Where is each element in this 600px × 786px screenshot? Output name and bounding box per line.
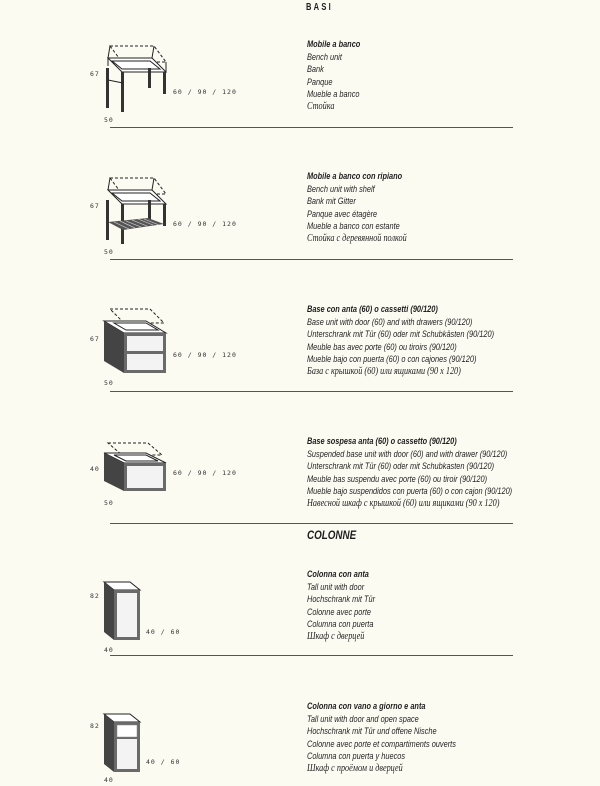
width-dimension: 60 / 90 / 120 xyxy=(173,469,237,477)
name-fr: Meuble bas suspendu avec porte (60) ou tiroir (90/120) xyxy=(307,473,488,484)
depth-dimension: 50 xyxy=(104,379,114,387)
name-es: Columna con puerta y huecos xyxy=(307,751,406,762)
width-dimension: 60 / 90 / 120 xyxy=(173,88,237,96)
height-dimension: 82 xyxy=(90,722,100,730)
height-dimension: 67 xyxy=(90,202,100,210)
width-dimension: 60 / 90 / 120 xyxy=(173,220,237,228)
depth-dimension: 40 xyxy=(104,776,114,784)
name-en: Tall unit with door xyxy=(307,581,365,592)
name-ru: Навесной шкаф с крышкой (60) или ящиками (90 x 120) xyxy=(307,497,500,509)
name-it: Base sospesa anta (60) o cassetto (90/120) xyxy=(307,436,457,446)
description-block xyxy=(307,700,537,776)
name-en: Suspended base unit with door (60) and with drawer (90/120) xyxy=(307,448,508,459)
name-de: Unterschrank mit Tür (60) oder mit Schubkästen (90/120) xyxy=(307,329,495,340)
name-fr: Colonne avec porte et compartiments ouverts xyxy=(307,738,456,749)
name-fr: Panque xyxy=(307,76,333,87)
name-es: Columna con puerta xyxy=(307,619,374,630)
name-es: Mueble bajo con puerta (60) o con cajones (90/120) xyxy=(307,354,477,365)
section-title-basi: BASI xyxy=(306,2,333,13)
divider xyxy=(110,127,513,128)
name-it: Mobile a banco con ripiano xyxy=(307,171,403,181)
name-es: Mueble a banco xyxy=(307,89,360,100)
depth-dimension: 40 xyxy=(104,646,114,654)
name-ru: Шкаф с дверцей xyxy=(307,630,365,642)
name-ru: База с крышкой (60) или ящиками (90 x 120) xyxy=(307,365,461,377)
name-it: Colonna con anta xyxy=(307,569,369,579)
name-de: Hochschrank mit Tür xyxy=(307,594,376,605)
bench-unit-with-shelf-drawing xyxy=(86,170,182,255)
name-en: Bench unit with shelf xyxy=(307,183,375,194)
width-dimension: 40 / 60 xyxy=(146,628,181,636)
description-block xyxy=(307,170,537,246)
name-de: Unterschrank mit Tür (60) oder mit Schubkasten (90/120) xyxy=(307,461,495,472)
suspended-base-unit-drawing xyxy=(86,435,182,500)
height-dimension: 67 xyxy=(90,70,100,78)
width-dimension: 40 / 60 xyxy=(146,758,181,766)
description-block xyxy=(307,435,537,511)
bench-unit-drawing xyxy=(86,38,182,123)
tall-unit-open-space-drawing xyxy=(86,700,156,780)
name-es: Mueble bajo suspendidos con puerta (60) o con cajon (90/120) xyxy=(307,486,513,497)
divider xyxy=(110,259,513,260)
tall-unit-drawing xyxy=(86,568,156,648)
name-es: Mueble a banco con estante xyxy=(307,221,400,232)
divider xyxy=(110,391,513,392)
name-it: Base con anta (60) o cassetti (90/120) xyxy=(307,304,438,314)
name-en: Tall unit with door and open space xyxy=(307,713,419,724)
name-fr: Panque avec étagère xyxy=(307,208,378,219)
divider xyxy=(110,655,513,656)
width-dimension: 60 / 90 / 120 xyxy=(173,351,237,359)
height-dimension: 82 xyxy=(90,592,100,600)
name-fr: Colonne avec porte xyxy=(307,606,372,617)
height-dimension: 40 xyxy=(90,465,100,473)
depth-dimension: 50 xyxy=(104,248,114,256)
name-ru: Шкаф с проёмом и дверцей xyxy=(307,762,403,774)
description-block xyxy=(307,303,537,379)
name-de: Bank xyxy=(307,64,324,75)
name-en: Bench unit xyxy=(307,51,342,62)
divider xyxy=(110,523,513,524)
name-de: Bank mit Gitter xyxy=(307,196,356,207)
name-fr: Meuble bas avec porte (60) ou tiroirs (90/120) xyxy=(307,341,457,352)
depth-dimension: 50 xyxy=(104,116,114,124)
name-ru: Стойка xyxy=(307,100,335,112)
depth-dimension: 50 xyxy=(104,499,114,507)
name-ru: Стойка с деревянной полкой xyxy=(307,232,407,244)
name-it: Colonna con vano a giorno e anta xyxy=(307,701,426,711)
description-block xyxy=(307,568,537,644)
height-dimension: 67 xyxy=(90,335,100,343)
section-title-colonne: COLONNE xyxy=(307,528,357,542)
name-it: Mobile a banco xyxy=(307,39,361,49)
name-en: Base unit with door (60) and with drawers (90/120) xyxy=(307,316,473,327)
name-de: Hochschrank mit Tür und offene Nische xyxy=(307,726,437,737)
base-unit-drawing xyxy=(86,303,182,388)
description-block xyxy=(307,38,537,114)
